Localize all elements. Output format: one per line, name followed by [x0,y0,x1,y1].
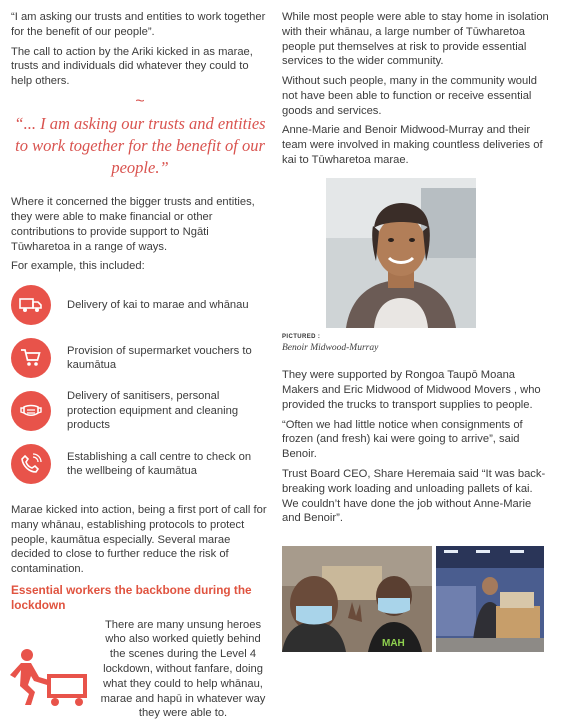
left-column [11,10,269,721]
truck-icon [11,285,51,325]
pictured-name: Benoir Midwood-Murray [282,342,379,353]
list-item-label: Delivery of sanitisers, personal protection equipment and cleaning products [67,390,239,432]
list-item [11,388,269,434]
example-text: For example, this included: [11,260,145,273]
list-item [11,335,269,381]
workers-block [11,618,269,721]
intro-text: The call to action by the Ariki kicked in as marae, trusts and individuals did whatever they could to help others. [11,45,253,88]
essential-services-text: Without such people, many in the community would not have been able to function or receive essential goods and services. [282,75,537,117]
portrait-photo [326,178,476,328]
svg-text:MAH: MAH [382,638,405,649]
list-item [11,441,269,487]
pull-quote: “... I am asking our trusts and entities to work together for the benefit of our people.” [14,113,266,178]
support-list [11,282,269,487]
list-item [11,282,269,328]
volunteers-photo [282,546,432,652]
section-heading: Essential workers the backbone during the lockdown [11,583,252,613]
list-item-label: Provision of supermarket vouchers to kaumātua [67,344,252,372]
pictured-label: PICTURED : [282,333,321,340]
worker-trolley-icon [11,618,91,721]
shopping-cart-icon [11,338,51,378]
ceo-quote: Trust Board CEO, Share Heremaia said “It was back-breaking work loading and unloading pallets of kai. We couldn’t have done the job without Anne-Marie and Benoir”. [282,467,546,525]
notice-quote: “Often we had little notice when consignments of frozen (and fresh) kai were going to arrive”, said Benoir. [282,418,523,461]
workers-text: There are many unsung heroes who also worked quietly behind the scenes during the Level 4 lockdown, without fanfare, doing what they could to help whānau, marae and hapū in whatever way they were able to. [100,618,266,720]
list-item-label: Delivery of kai to marae and whānau [67,298,249,311]
photo-strip [282,546,544,652]
right-column [282,10,552,531]
intro-quote: “I am asking our trusts and entities to work together for the benefit of our people”. [11,11,266,38]
phone-icon [11,444,51,484]
warehouse-photo [436,546,544,652]
trusts-text: Where it concerned the bigger trusts and entities, they were able to make financial or other contributions to provide support to Ngāti Tūwharetoa in a range of ways. [11,196,255,253]
tilde-divider: ~ [135,92,145,110]
deliveries-text: Anne-Marie and Benoir Midwood-Murray and their team were involved in making countless deliveries of kai to Tūwharetoa marae. [282,124,543,167]
face-mask-icon [11,391,51,431]
isolation-text: While most people were able to stay home in isolation with their whānau, a large number of Tūwharetoa people put themselves at risk to provide essential services to the wider community. [282,11,549,68]
list-item-label: Establishing a call centre to check on the wellbeing of kaumātua [67,450,252,478]
support-text: They were supported by Rongoa Taupō Moana Makers and Eric Midwood of Midwood Movers , who provided the trucks to transport supplies to people. [282,369,541,411]
marae-text: Marae kicked into action, being a first port of call for many whānau, establishing protocols to protect people, kaumātua especially. Several marae decided to close to further reduce the risk of contamination. [11,504,267,576]
